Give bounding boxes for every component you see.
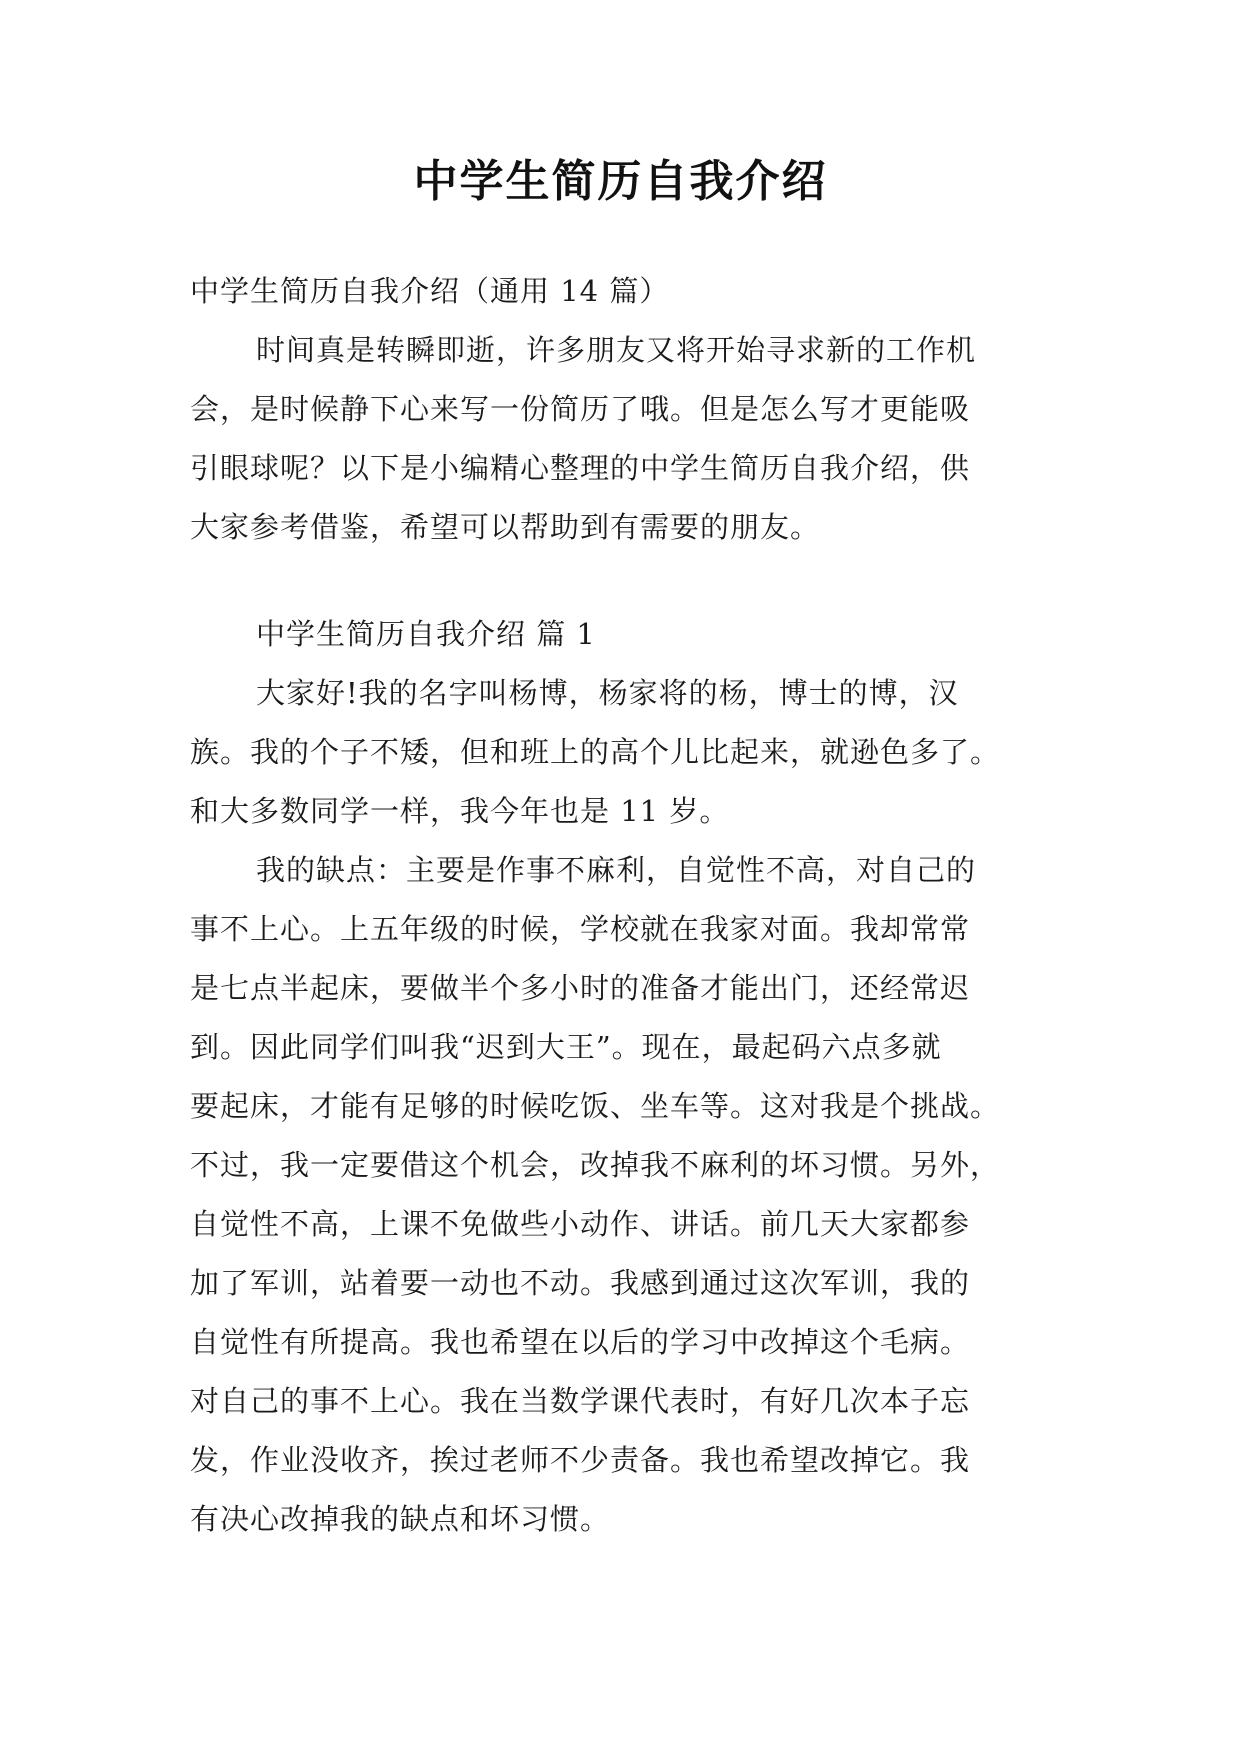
section-spacer xyxy=(190,557,1070,605)
paragraph-line: 不过，我一定要借这个机会，改掉我不麻利的坏习惯。另外， xyxy=(190,1148,1001,1182)
paragraph-line: 发，作业没收齐，挨过老师不少责备。我也希望改掉它。我 xyxy=(190,1443,971,1477)
paragraph-line: 加了军训，站着要一动也不动。我感到通过这次军训，我的 xyxy=(190,1266,971,1300)
paragraph-line: 我的缺点：主要是作事不麻利，自觉性不高，对自己的 xyxy=(256,853,977,887)
paragraph-line: 自觉性不高，上课不免做些小动作、讲话。前几天大家都参 xyxy=(190,1207,971,1241)
intro-paragraph xyxy=(190,321,1070,557)
paragraph-line: 有决心改掉我的缺点和坏习惯。 xyxy=(190,1502,611,1536)
intro-line: 引眼球呢？以下是小编精心整理的中学生简历自我介绍，供 xyxy=(190,451,971,485)
paragraph-line: 要起床，才能有足够的时候吃饭、坐车等。这对我是个挑战。 xyxy=(190,1089,1001,1123)
intro-line: 时间真是转瞬即逝，许多朋友又将开始寻求新的工作机 xyxy=(256,333,977,367)
paragraph-line: 是七点半起床，要做半个多小时的准备才能出门，还经常迟 xyxy=(190,971,971,1005)
paragraph-line: 到。因此同学们叫我“迟到大王”。现在，最起码六点多就 xyxy=(190,1030,942,1064)
paragraph-line: 对自己的事不上心。我在当数学课代表时，有好几次本子忘 xyxy=(190,1384,971,1418)
paragraph-line: 和大多数同学一样，我今年也是 11 岁。 xyxy=(190,794,730,828)
paragraph-2 xyxy=(190,841,1070,1549)
intro-line: 会，是时候静下心来写一份简历了哦。但是怎么写才更能吸 xyxy=(190,392,971,426)
paragraph-line: 大家好!我的名字叫杨博，杨家将的杨，博士的博，汉 xyxy=(256,676,959,710)
document-subtitle: 中学生简历自我介绍（通用 14 篇） xyxy=(190,274,670,308)
paragraph-line: 自觉性有所提高。我也希望在以后的学习中改掉这个毛病。 xyxy=(190,1325,971,1359)
paragraph-1 xyxy=(190,664,1070,841)
intro-line: 大家参考借鉴，希望可以帮助到有需要的朋友。 xyxy=(190,510,821,544)
paragraph-line: 事不上心。上五年级的时候，学校就在我家对面。我却常常 xyxy=(190,912,971,946)
page-title: 中学生简历自我介绍 xyxy=(413,156,828,207)
section-heading: 中学生简历自我介绍 篇 1 xyxy=(256,617,596,651)
paragraph-line: 族。我的个子不矮，但和班上的高个儿比起来，就逊色多了。 xyxy=(190,735,1001,769)
document-body xyxy=(190,262,1070,1549)
